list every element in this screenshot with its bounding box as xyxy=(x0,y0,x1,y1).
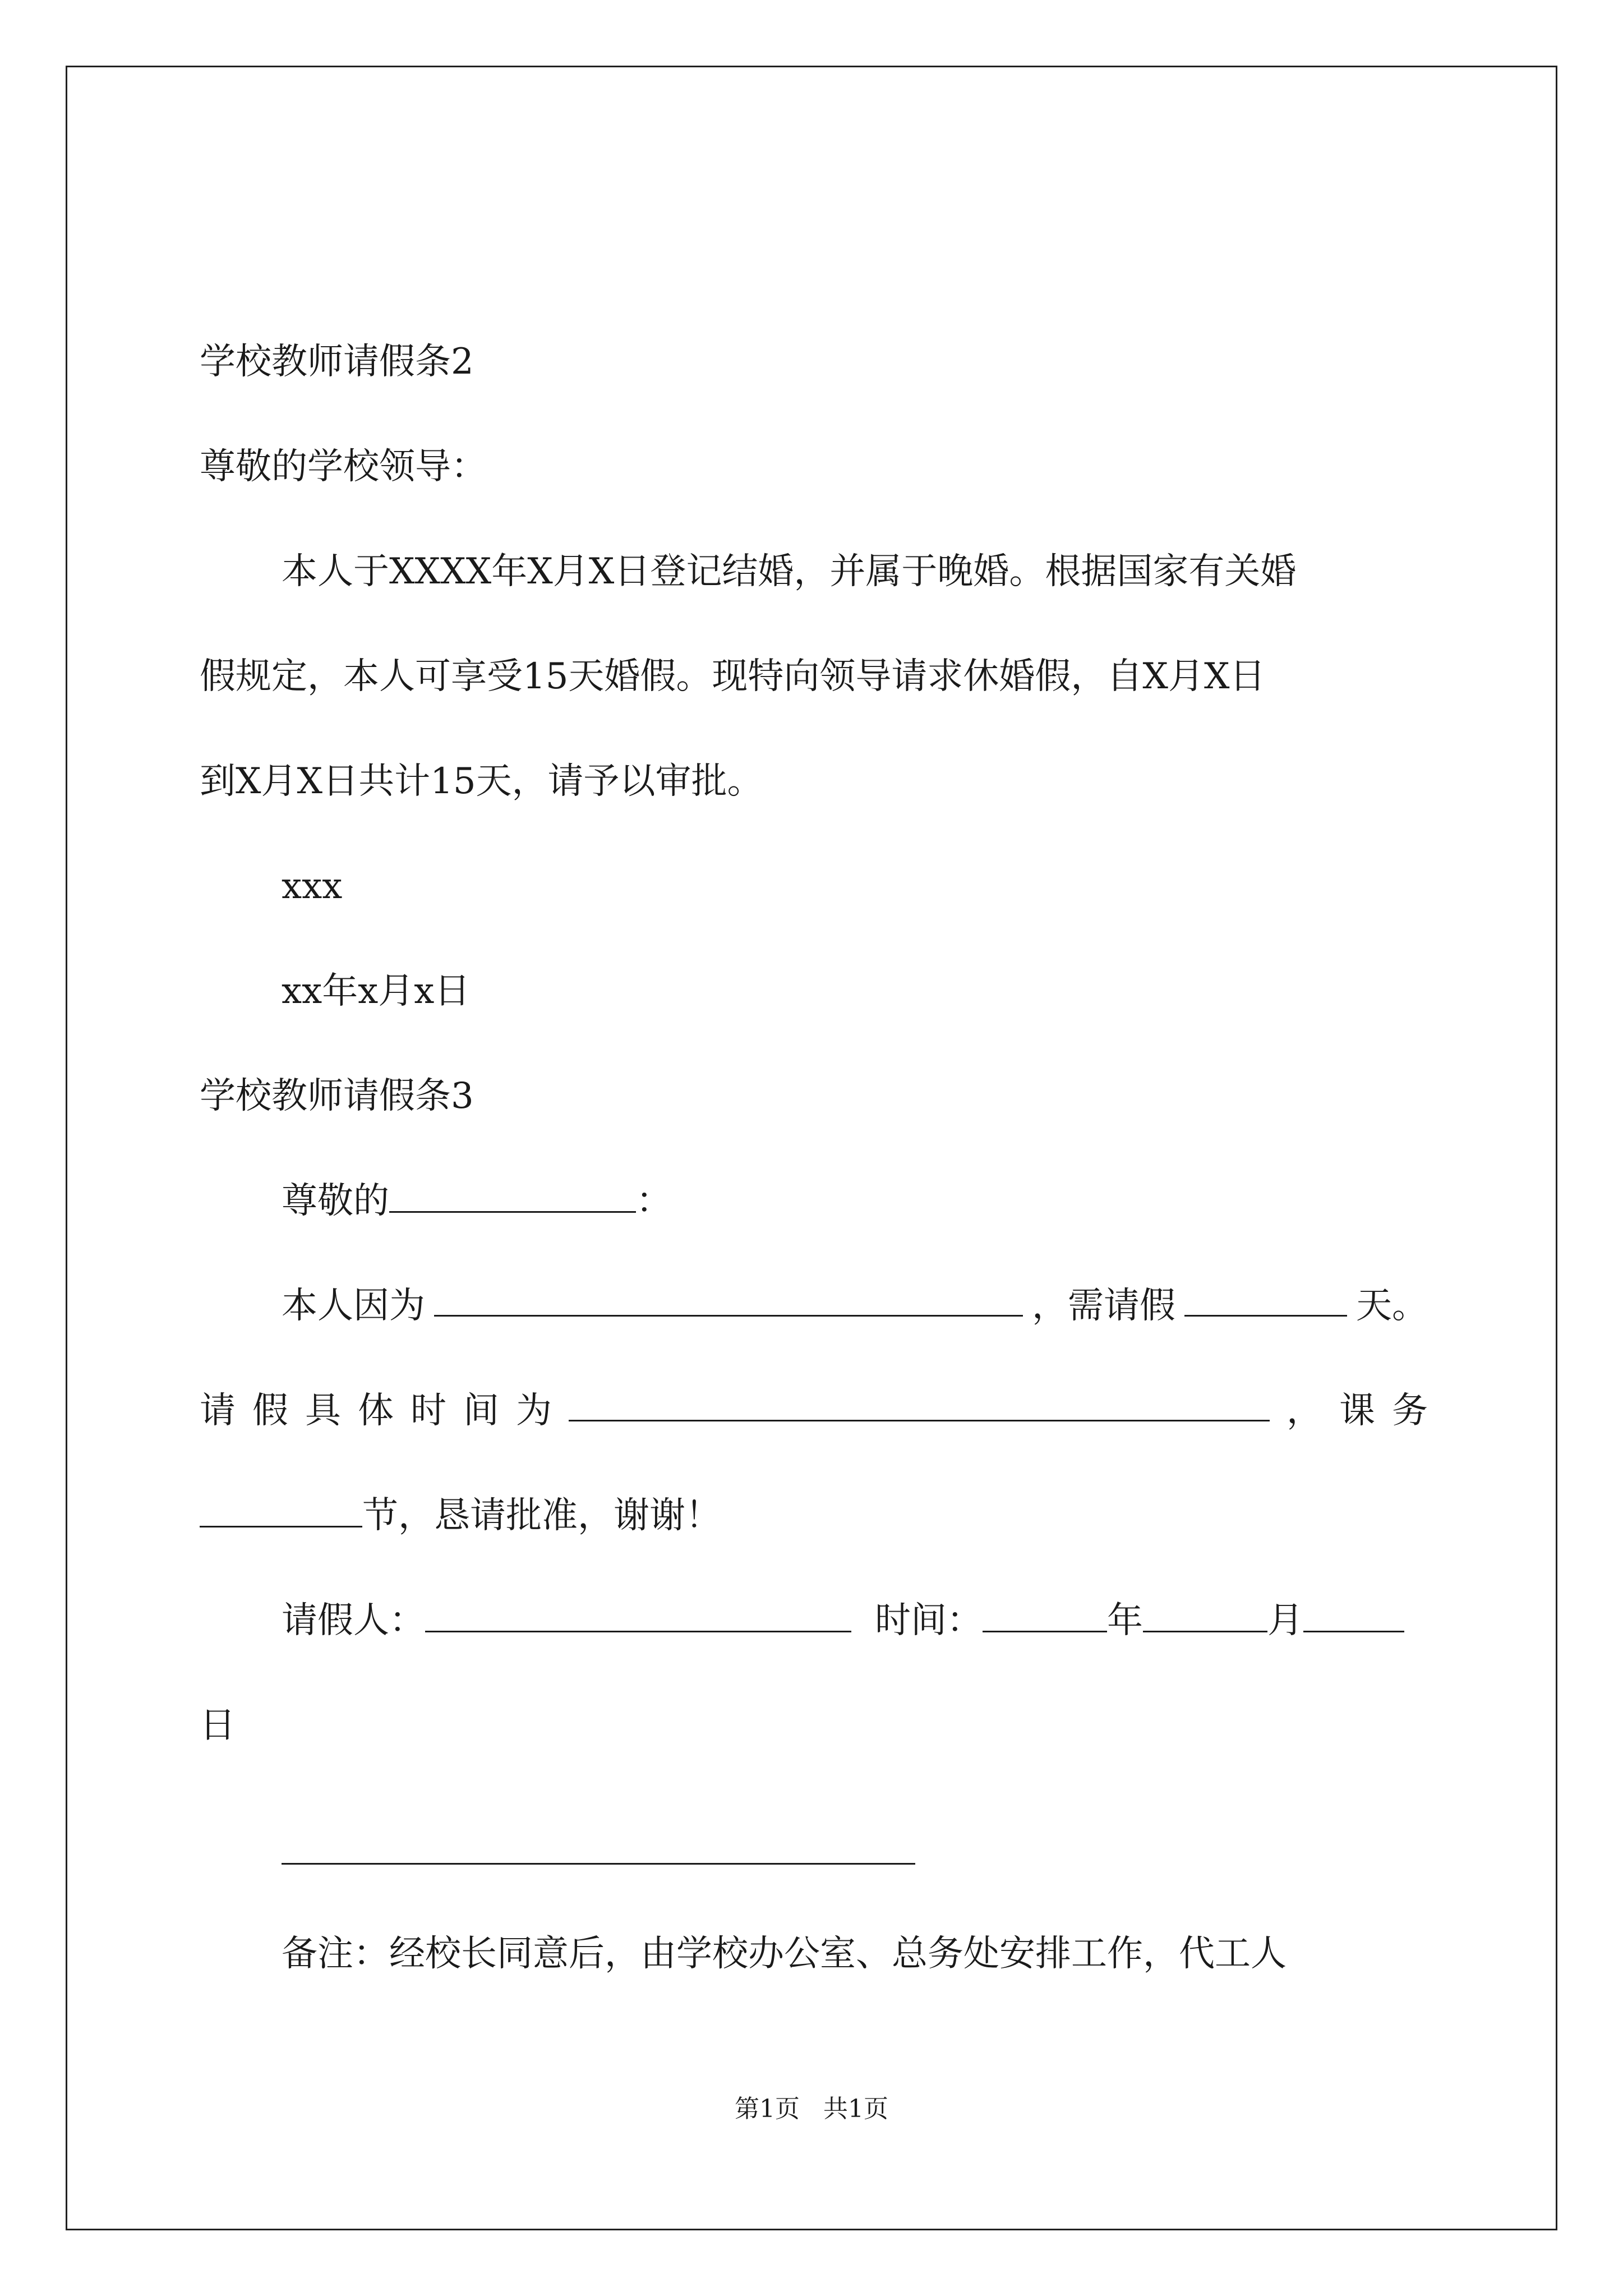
day-label: 日 xyxy=(200,1705,236,1746)
salutation-suffix: ： xyxy=(636,1180,672,1222)
section2-body-line1: 本人于XXXX年X月X日登记结婚，并属于晚婚。根据国家有关婚 xyxy=(282,551,1297,592)
lessons-line xyxy=(200,1493,721,1538)
days-unit: 天。 xyxy=(1356,1285,1428,1327)
recipient-blank xyxy=(389,1180,636,1213)
signature-line xyxy=(282,1863,915,1865)
applicant-blank xyxy=(425,1599,851,1632)
lessons-text: 节，恳请批准，谢谢！ xyxy=(362,1495,721,1536)
time-label: 时间： xyxy=(875,1600,983,1641)
section2-body-line3: 到X月X日共计15天，请予以审批。 xyxy=(200,761,763,802)
reason-line xyxy=(282,1283,1428,1328)
applicant-label: 请假人： xyxy=(282,1600,425,1641)
days-blank xyxy=(1184,1283,1347,1317)
time-line xyxy=(200,1388,1428,1433)
time-comma: ， xyxy=(1287,1390,1322,1432)
month-label: 月 xyxy=(1267,1600,1303,1641)
applicant-line xyxy=(282,1598,1404,1643)
section2-body-line2: 假规定，本人可享受15天婚假。现特向领导请求休婚假，自X月X日 xyxy=(200,656,1266,697)
section2-date: xx年x月x日 xyxy=(282,970,471,1012)
month-blank xyxy=(1143,1599,1267,1632)
time-char-2: 假 xyxy=(252,1390,288,1432)
salutation-prefix: 尊敬的 xyxy=(282,1180,389,1222)
time-char-5: 时 xyxy=(411,1390,446,1432)
time-char-4: 体 xyxy=(358,1390,394,1432)
lessons-blank xyxy=(200,1494,362,1527)
reason-label: 本人因为 xyxy=(282,1285,425,1327)
section3-salutation xyxy=(282,1179,672,1223)
time-char-1: 请 xyxy=(200,1390,236,1432)
year-blank xyxy=(983,1599,1107,1632)
time-char-6: 间 xyxy=(463,1390,499,1432)
time-char-3: 具 xyxy=(305,1390,341,1432)
lessons-char-2: 务 xyxy=(1392,1390,1428,1432)
lessons-char-1: 课 xyxy=(1339,1390,1375,1432)
page-border xyxy=(66,66,1557,2230)
page-footer: 第1页 共1页 xyxy=(735,2095,888,2123)
section2-title: 学校教师请假条2 xyxy=(200,341,474,383)
section2-salutation: 尊敬的学校领导： xyxy=(200,446,487,487)
reason-blank xyxy=(434,1283,1023,1317)
time-char-7: 为 xyxy=(516,1390,552,1432)
time-blank xyxy=(569,1388,1270,1421)
section3-title: 学校教师请假条3 xyxy=(200,1075,474,1117)
days-label: ，需请假 xyxy=(1032,1285,1175,1327)
year-label: 年 xyxy=(1107,1600,1143,1641)
day-blank xyxy=(1303,1599,1404,1632)
section2-signer: xxx xyxy=(282,866,343,907)
section3-note: 备注：经校长同意后，由学校办公室、总务处安排工作，代工人 xyxy=(282,1933,1287,1975)
